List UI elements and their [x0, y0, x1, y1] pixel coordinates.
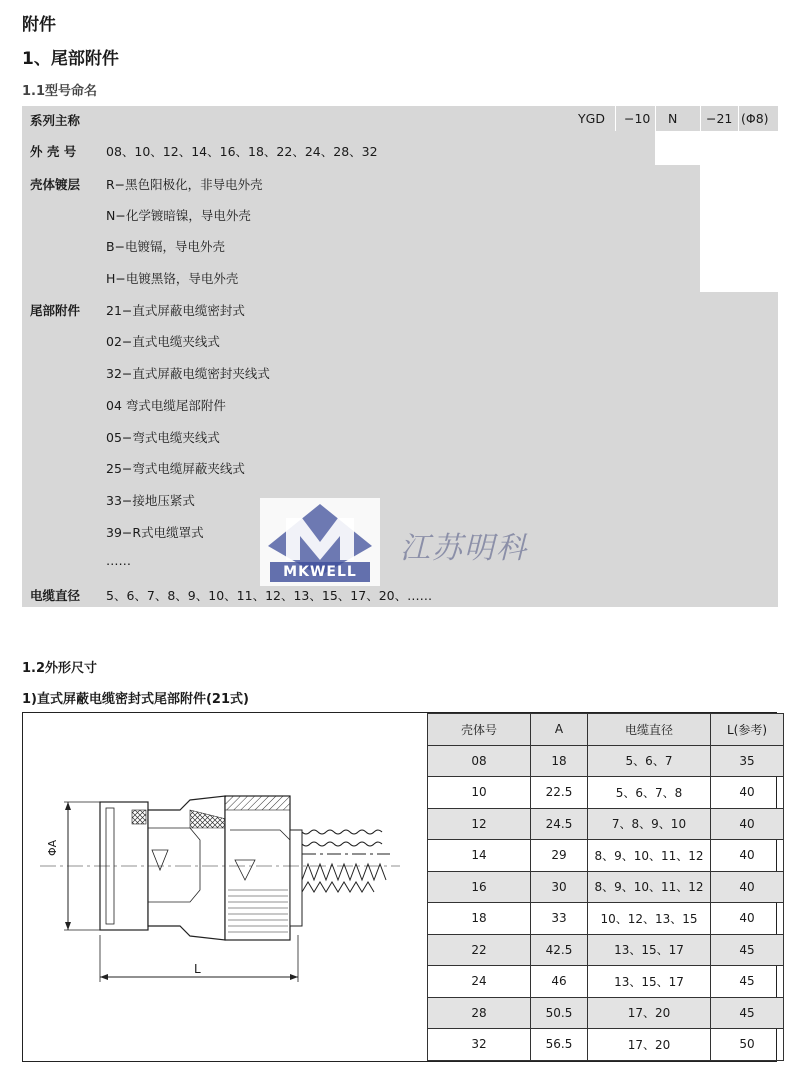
table-cell: 46 [531, 966, 588, 998]
plating-option: N−化学镀暗镍，导电外壳 [106, 208, 251, 223]
table-cell: 45 [711, 934, 784, 966]
shell-label: 外 壳 号 [30, 144, 77, 159]
table-row [428, 934, 784, 966]
section-heading-model-naming: 1.1型号命名 [22, 84, 98, 99]
cable-label: 电缆直径 [30, 588, 81, 603]
section-heading-dimensions: 1.2外形尺寸 [22, 661, 98, 676]
table-cell: 13、15、17 [588, 966, 711, 998]
watermark-company: 江苏明科 [400, 531, 528, 566]
table-header-cell: L(参考) [711, 714, 784, 746]
cable-values: 5、6、7、8、9、10、11、12、13、15、17、20、…… [106, 588, 433, 603]
accessory-option: 39−R式电缆罩式 [106, 525, 204, 540]
table-cell: 33 [531, 903, 588, 935]
table-cell: 40 [711, 777, 784, 809]
naming-band-header [22, 106, 778, 131]
table-cell: 18 [531, 745, 588, 777]
table-row [428, 808, 784, 840]
table-row [428, 871, 784, 903]
dim-label-phi-a: ΦA [46, 839, 59, 856]
table-cell: 56.5 [531, 1029, 588, 1061]
table-cell: 32 [428, 1029, 531, 1061]
table-cell: 5、6、7、8 [588, 777, 711, 809]
table-row [428, 997, 784, 1029]
table-row [428, 966, 784, 998]
code-accessory: −21 [706, 111, 733, 126]
table-cell: 8、9、10、11、12 [588, 840, 711, 872]
shell-values: 08、10、12、14、16、18、22、24、28、32 [106, 144, 378, 159]
table-cell: 40 [711, 808, 784, 840]
accessory-option: …… [106, 553, 131, 568]
dim-label-l: L [194, 962, 201, 976]
mkwell-logo [260, 498, 380, 586]
table-header-row [428, 714, 784, 746]
table-row [428, 777, 784, 809]
plating-label: 壳体镀层 [30, 177, 81, 192]
table-cell: 12 [428, 808, 531, 840]
table-cell: 08 [428, 745, 531, 777]
naming-divider-21 [700, 106, 701, 131]
table-cell: 10 [428, 777, 531, 809]
table-cell: 22.5 [531, 777, 588, 809]
section-heading-tail-accessories: 1、尾部附件 [22, 49, 119, 69]
table-cell: 18 [428, 903, 531, 935]
plating-option: R−黑色阳极化，非导电外壳 [106, 177, 263, 192]
table-cell: 40 [711, 871, 784, 903]
accessory-option: 33−接地压紧式 [106, 493, 195, 508]
table-cell: 50 [711, 1029, 784, 1061]
naming-divider-phi [738, 106, 739, 131]
connector-drawing [40, 770, 410, 990]
accessory-option: 32−直式屏蔽电缆密封夹线式 [106, 366, 270, 381]
table-cell: 40 [711, 903, 784, 935]
table-cell: 17、20 [588, 1029, 711, 1061]
accessory-option: 02−直式电缆夹线式 [106, 334, 220, 349]
table-row [428, 840, 784, 872]
accessory-label: 尾部附件 [30, 303, 81, 318]
code-plating: N [668, 111, 678, 126]
table-cell: 45 [711, 997, 784, 1029]
table-cell: 42.5 [531, 934, 588, 966]
table-header-cell: 电缆直径 [588, 714, 711, 746]
table-header-cell: 壳体号 [428, 714, 531, 746]
table-cell: 8、9、10、11、12 [588, 871, 711, 903]
naming-divider-N [655, 106, 656, 131]
table-cell: 30 [531, 871, 588, 903]
table-cell: 14 [428, 840, 531, 872]
subsection-heading: 1)直式屏蔽电缆密封式尾部附件(21式) [22, 692, 249, 707]
table-header-cell: A [531, 714, 588, 746]
table-cell: 17、20 [588, 997, 711, 1029]
accessory-option: 25−弯式电缆屏蔽夹线式 [106, 461, 245, 476]
plating-option: H−电镀黑铬，导电外壳 [106, 271, 239, 286]
plating-option: B−电镀镉，导电外壳 [106, 239, 226, 254]
table-cell: 35 [711, 745, 784, 777]
table-cell: 29 [531, 840, 588, 872]
table-cell: 50.5 [531, 997, 588, 1029]
table-cell: 13、15、17 [588, 934, 711, 966]
page-title: 附件 [22, 15, 56, 35]
table-cell: 45 [711, 966, 784, 998]
logo-text: MKWELL [283, 564, 357, 580]
accessory-option: 05−弯式电缆夹线式 [106, 430, 220, 445]
table-cell: 22 [428, 934, 531, 966]
code-cable: (Φ8) [741, 111, 769, 126]
accessory-option: 04 弯式电缆尾部附件 [106, 398, 226, 413]
dimension-table [427, 713, 784, 1061]
code-shell: −10 [624, 111, 651, 126]
table-cell: 7、8、9、10 [588, 808, 711, 840]
table-cell: 24.5 [531, 808, 588, 840]
table-row [428, 745, 784, 777]
code-series: YGD [578, 111, 605, 126]
series-label: 系列主称 [30, 113, 81, 128]
table-cell: 5、6、7 [588, 745, 711, 777]
table-row [428, 903, 784, 935]
table-cell: 28 [428, 997, 531, 1029]
table-cell: 40 [711, 840, 784, 872]
table-cell: 16 [428, 871, 531, 903]
table-cell: 10、12、13、15 [588, 903, 711, 935]
table-cell: 24 [428, 966, 531, 998]
table-row [428, 1029, 784, 1061]
accessory-option: 21−直式屏蔽电缆密封式 [106, 303, 245, 318]
naming-divider-10 [615, 106, 616, 131]
